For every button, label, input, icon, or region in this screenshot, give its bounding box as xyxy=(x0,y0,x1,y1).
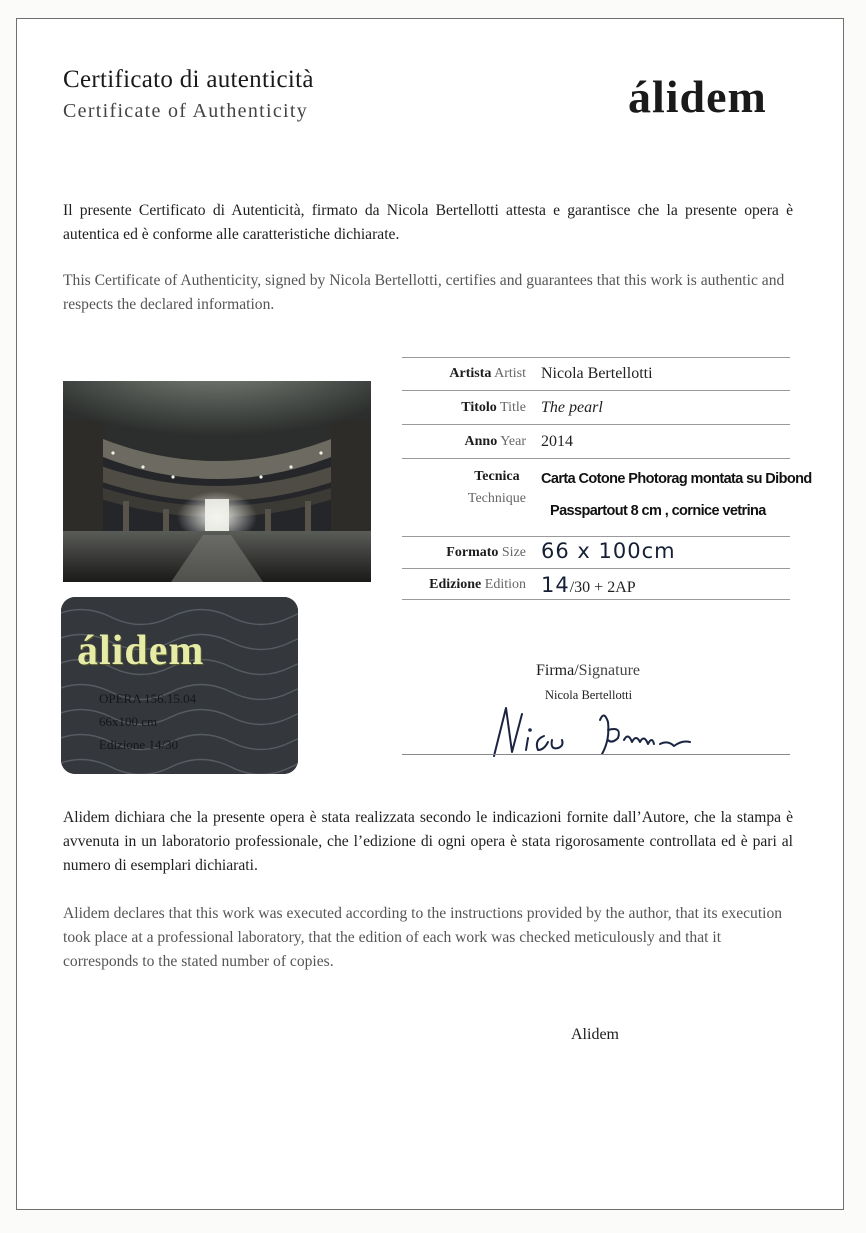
handwritten-signature xyxy=(482,700,712,760)
year-value: 2014 xyxy=(541,433,573,450)
details-row-size xyxy=(402,536,790,568)
technique-value-line2: Passpartout 8 cm , cornice vetrina xyxy=(550,503,766,519)
technique-label-en: Technique xyxy=(467,491,526,506)
abandoned-theater-illustration xyxy=(63,381,371,582)
hologram-pattern-icon xyxy=(61,597,298,774)
artwork-details-table xyxy=(402,357,812,600)
title-label-en: Title xyxy=(500,400,526,415)
artist-label xyxy=(449,366,526,382)
details-row-year xyxy=(402,424,790,458)
intro-paragraph-italian: Il presente Certificato di Autenticità, firmato da Nicola Bertellotti attesta e garantisce che la presente opera è autentica ed è conforme alle caratteristiche dichiarate. xyxy=(63,202,793,243)
edition-total: /30 + 2AP xyxy=(569,579,636,596)
size-label-it: Formato xyxy=(446,545,499,560)
technique-label xyxy=(468,466,526,510)
title-label xyxy=(461,400,526,416)
signature-label-it: Firma/ xyxy=(536,662,579,679)
signature-label xyxy=(536,662,640,680)
details-row-artist xyxy=(402,357,790,390)
details-row-edition xyxy=(402,568,790,600)
hologram-opera-code: OPERA 156.15.04 xyxy=(99,691,197,706)
edition-label xyxy=(429,577,526,593)
signature-line xyxy=(402,754,790,755)
edition-number-handwritten: 14 xyxy=(541,573,570,597)
signature-label-en: Signature xyxy=(578,662,640,679)
year-label xyxy=(465,434,526,450)
closing-signature-alidem: Alidem xyxy=(571,1026,619,1043)
hologram-logo: álidem xyxy=(77,628,205,674)
certificate-title-english: Certificate of Authenticity xyxy=(63,100,309,122)
details-row-technique xyxy=(402,458,812,536)
artwork-photo xyxy=(63,381,371,582)
artist-value: Nicola Bertellotti xyxy=(541,365,653,382)
declaration-paragraph-italian: Alidem dichiara che la presente opera è stata realizzata secondo le indicazioni fornite dall’Autore, che la stampa è avvenuta in un laboratorio professionale, che l’edizione di ogni opera è stata rigorosamente controllata ed è pari al numero di esemplari dichiarati. xyxy=(63,809,793,874)
hologram-size: 66x100 cm xyxy=(99,714,158,729)
edition-value xyxy=(541,573,636,597)
size-label-en: Size xyxy=(501,545,526,560)
title-label-it: Titolo xyxy=(461,400,497,415)
edition-label-en: Edition xyxy=(484,577,526,592)
technique-value-line1: Carta Cotone Photorag montata su Dibond xyxy=(541,471,812,487)
details-row-title xyxy=(402,390,790,424)
size-label xyxy=(446,545,526,561)
size-value: 66 x 100cm xyxy=(541,539,676,563)
edition-label-it: Edizione xyxy=(429,577,482,592)
declaration-paragraph-english: Alidem declares that this work was executed according to the instructions provided by the author, that its execution took place at a professional laboratory, that the edition of each work was checked meticulously and that it corresponds to the stated number of copies. xyxy=(63,905,783,970)
hologram-sticker xyxy=(61,597,298,774)
signer-name: Nicola Bertellotti xyxy=(545,688,633,702)
technique-label-it: Tecnica xyxy=(474,469,520,484)
intro-paragraph-english: This Certificate of Authenticity, signed by Nicola Bertellotti, certifies and guarantees that this work is authentic and respects the declared information. xyxy=(63,272,785,313)
artist-label-it: Artista xyxy=(449,366,492,381)
year-label-it: Anno xyxy=(464,434,498,449)
hologram-edition: Edizione 14/30 xyxy=(99,737,179,752)
year-label-en: Year xyxy=(500,434,526,449)
certificate-title-italian: Certificato di autenticità xyxy=(63,66,314,93)
title-value: The pearl xyxy=(541,399,603,416)
alidem-logo: álidem xyxy=(628,71,767,122)
artist-label-en: Artist xyxy=(494,366,526,381)
